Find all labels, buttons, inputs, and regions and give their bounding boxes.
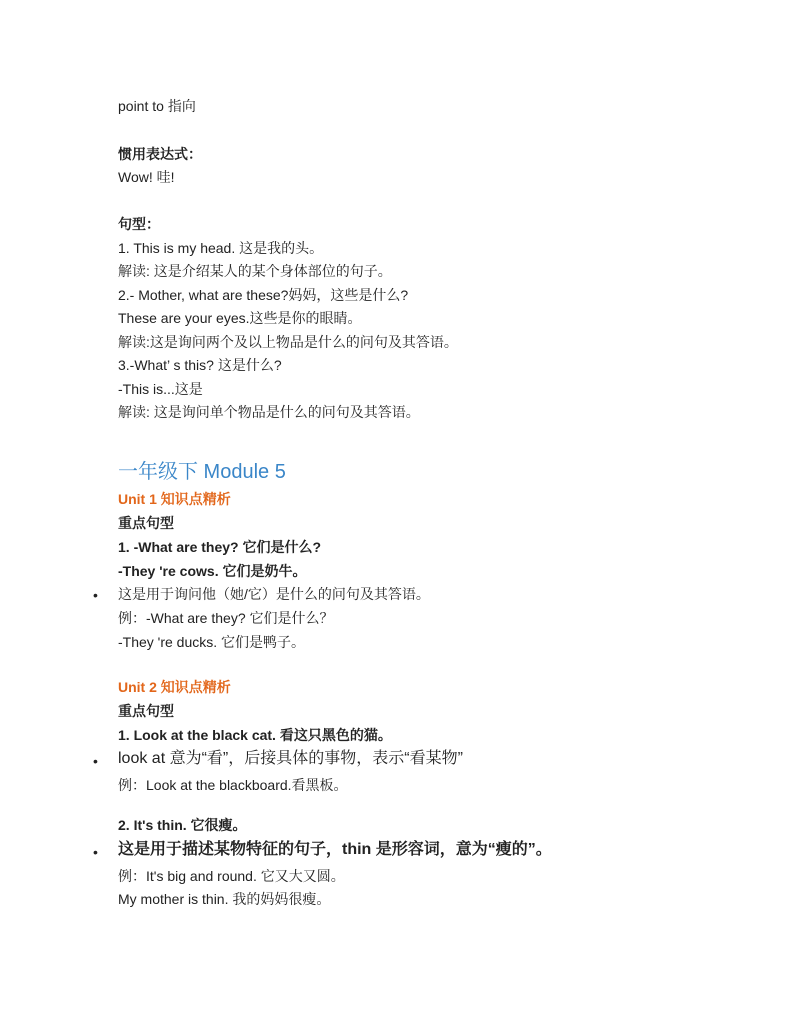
sentence-2-answer: These are your eyes.这些是你的眼睛。 [118, 310, 362, 326]
unit-2-sentence-1-example: 例：Look at the blackboard.看黑板。 [118, 777, 348, 793]
unit-2-heading: Unit 2 知识点精析 [118, 679, 231, 695]
bullet-icon: • [93, 587, 98, 603]
unit-2-sentence-2-explanation: 这是用于描述某物特征的句子，thin 是形容词，意为“瘦的”。 [118, 841, 552, 858]
unit-2-sentence-2: 2. It's thin. 它很瘦。 [118, 817, 247, 833]
unit-2-sentence-2-example-2: My mother is thin. 我的妈妈很瘦。 [118, 891, 331, 907]
unit-2-sentence-1-explanation: look at 意为“看”，后接具体的事物，表示“看某物” [118, 750, 463, 767]
sentence-3-question: 3.-What’ s this? 这是什么? [118, 357, 282, 373]
unit-1-sentence-answer: -They 're cows. 它们是奶牛。 [118, 563, 307, 579]
sentence-2-explanation: 解读:这是询问两个及以上物品是什么的问句及其答语。 [118, 334, 458, 350]
sentence-1-explanation: 解读: 这是介绍某人的某个身体部位的句子。 [118, 263, 392, 279]
unit-1-key-sentences-label: 重点句型 [118, 515, 174, 531]
bullet-icon: • [93, 753, 98, 769]
vocab-point-to: point to 指向 [118, 98, 196, 114]
sentence-2-question: 2.- Mother, what are these?妈妈，这些是什么? [118, 287, 409, 303]
unit-1-heading: Unit 1 知识点精析 [118, 491, 231, 507]
unit-2-sentence-1: 1. Look at the black cat. 看这只黑色的猫。 [118, 727, 392, 743]
unit-1-example-answer: -They 're ducks. 它们是鸭子。 [118, 634, 306, 650]
unit-2-key-sentences-label: 重点句型 [118, 703, 174, 719]
sentence-3-answer: -This is...这是 [118, 381, 203, 397]
unit-1-example-question: 例：-What are they? 它们是什么？ [118, 610, 334, 626]
module-heading: 一年级下 Module 5 [118, 461, 286, 483]
bullet-icon: • [93, 844, 98, 860]
unit-1-explanation: 这是用于询问他（她/它）是什么的问句及其答语。 [118, 586, 430, 602]
unit-2-sentence-2-example-1: 例：It's big and round. 它又大又圆。 [118, 868, 345, 884]
expression-wow: Wow! 哇! [118, 169, 175, 185]
unit-1-sentence-question: 1. -What are they? 它们是什么? [118, 539, 322, 555]
section-label-expressions: 惯用表达式： [118, 146, 202, 162]
sentence-1: 1. This is my head. 这是我的头。 [118, 240, 324, 256]
sentence-3-explanation: 解读: 这是询问单个物品是什么的问句及其答语。 [118, 404, 420, 420]
section-label-sentences: 句型： [118, 216, 160, 232]
